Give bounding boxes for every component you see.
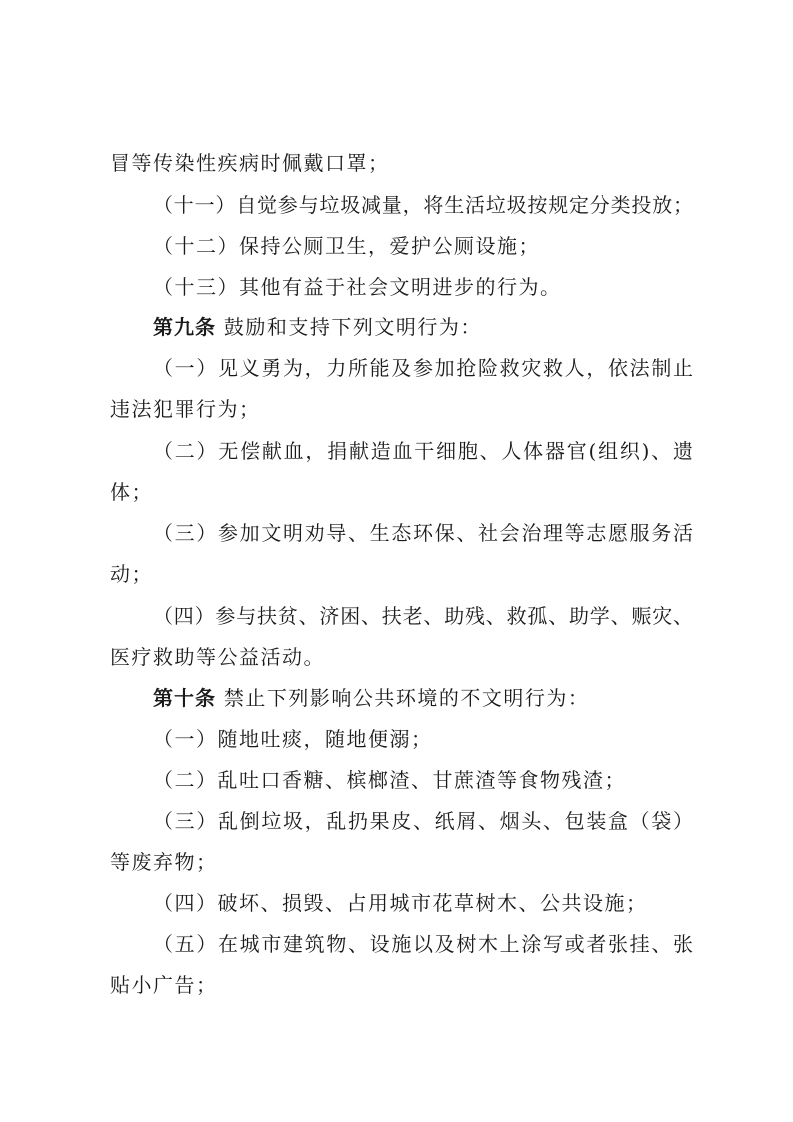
text-line-18: 等废弃物； — [110, 850, 218, 874]
article-10-line — [153, 684, 589, 712]
article-9-line — [153, 313, 482, 341]
text-line-9: 体； — [110, 480, 153, 504]
text-line-17: （三）乱倒垃圾，乱扔果皮、纸屑、烟头、包装盒（袋） — [153, 809, 693, 833]
text-line-11: 动； — [110, 562, 153, 586]
text-line-21: 贴小广告； — [110, 973, 218, 997]
article-10-heading: 第十条 — [153, 686, 216, 710]
article-9-heading: 第九条 — [153, 315, 216, 339]
text-line-16: （二）乱吐口香糖、槟榔渣、甘蔗渣等食物残渣； — [153, 768, 626, 792]
text-line-10: （三）参加文明劝导、生态环保、社会治理等志愿服务活 — [153, 521, 693, 545]
text-line-7: 违法犯罪行为； — [110, 397, 261, 421]
text-line-19: （四）破坏、损毁、占用城市花草树木、公共设施； — [153, 891, 648, 915]
article-9-text: 鼓励和支持下列文明行为： — [223, 315, 482, 339]
text-line-12: （四）参与扶贫、济困、扶老、助残、救孤、助学、赈灾、 — [153, 604, 693, 628]
text-line-20: （五）在城市建筑物、设施以及树木上涂写或者张挂、张 — [153, 932, 693, 956]
text-line-8: （二）无偿献血，捐献造血干细胞、人体器官(组织)、遗 — [153, 439, 693, 463]
text-line-15: （一）随地吐痰，随地便溺； — [153, 727, 433, 751]
text-line-3: （十二）保持公厕卫生，爱护公厕设施； — [153, 234, 540, 258]
article-10-text: 禁止下列影响公共环境的不文明行为： — [223, 686, 590, 710]
text-line-2: （十一）自觉参与垃圾减量，将生活垃圾按规定分类投放； — [153, 193, 693, 217]
text-line-1: 冒等传染性疾病时佩戴口罩； — [110, 151, 390, 175]
text-line-13: 医疗救助等公益活动。 — [110, 645, 325, 669]
text-line-4: （十三）其他有益于社会文明进步的行为。 — [153, 275, 562, 299]
text-line-6: （一）见义勇为，力所能及参加抢险救灾救人，依法制止 — [153, 356, 693, 380]
